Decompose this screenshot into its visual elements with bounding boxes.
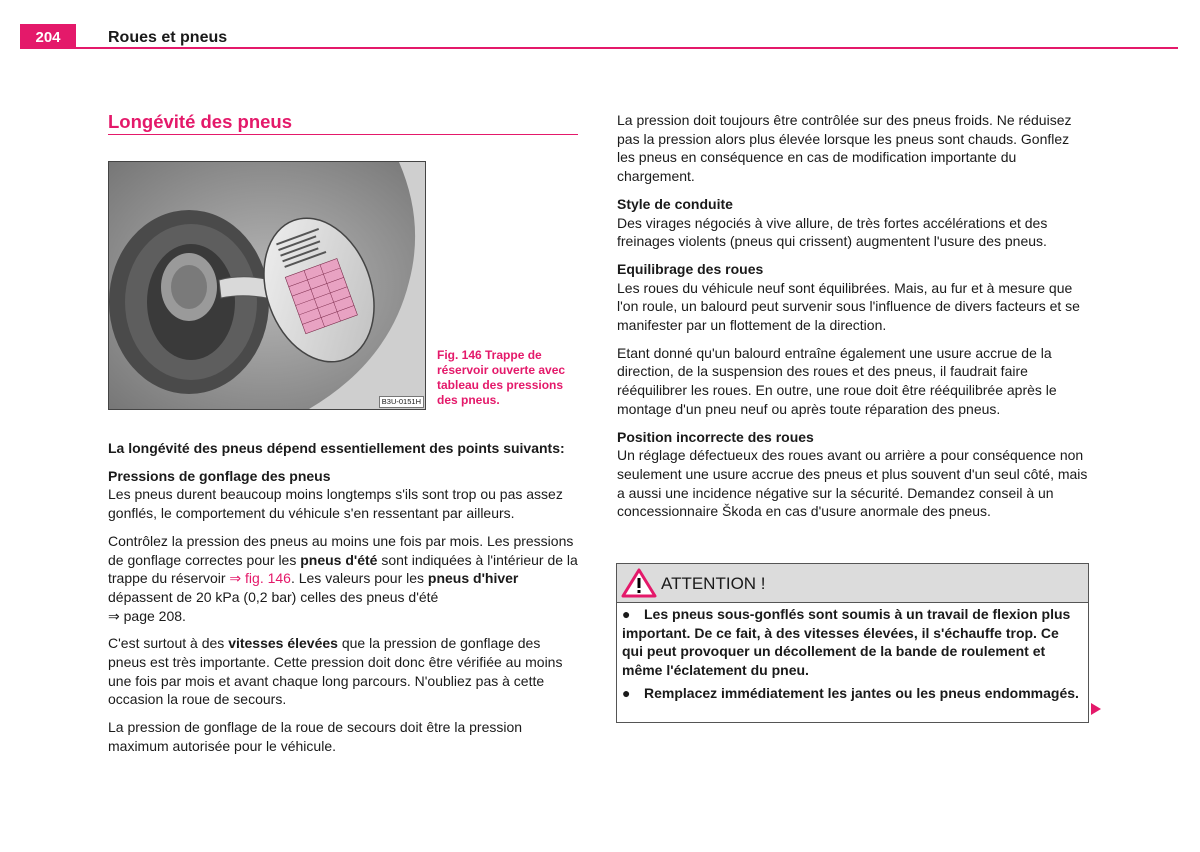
warning-title: ATTENTION ! [661, 574, 766, 593]
paragraph-alignment: Un réglage défectueux des roues avant ou arrière a pour conséquence non seulement une usure accrue des pneus et plus souvent d'un seul côté, mais a aussi une incidence négative sur la sécurité. Demandez conseil à un concessionnaire Škoda en cas d'usure anormale des pneus. [617, 447, 1088, 520]
fuel-flap-figure [108, 161, 426, 410]
warning-triangle-icon [621, 568, 657, 598]
paragraph-pressure-check: Contrôlez la pression des pneus au moins une fois par mois. Les pressions de gonflage correctes pour les pneus d'été sont indiquées à l'intérieur de la trappe du réservoir ⇒ fig. 146. Les valeurs pour les pneus d'hiver dépassent de 20 kPa (0,2 bar) celles des pneus d'été ⇒ page 208. [108, 532, 578, 624]
chapter-title: Roues et pneus [108, 29, 228, 46]
left-column [108, 439, 582, 756]
section-title: Longévité des pneus [108, 111, 293, 132]
right-column [617, 111, 1089, 521]
paragraph-balance: Les roues du véhicule neuf sont équilibrées. Mais, au fur et à mesure que l'on roule, un balourd peut survenir sous l'influence de divers facteurs et se manifester par un flottement de la direction. [617, 279, 1080, 334]
heading-position: Position incorrecte des roues [617, 428, 814, 445]
fig-146-link[interactable]: ⇒ fig. 146 [229, 570, 291, 587]
heading-equilibrage: Equilibrage des roues [617, 260, 764, 277]
section-rule [108, 134, 578, 135]
bullet-icon: ● [622, 684, 631, 701]
continue-arrow-icon[interactable] [1090, 702, 1102, 716]
paragraph-driving-style: Des virages négociés à vive allure, de très fortes accélérations et des freinages violents (pneus qui crissent) augmentent l'usure des pneus. [617, 214, 1048, 250]
warning-item: ● Remplacez immédiatement les jantes ou les pneus endommagés. [622, 684, 1079, 701]
heading-pressions: Pressions de gonflage des pneus [108, 467, 331, 484]
page-number: 204 [20, 24, 76, 49]
warning-header [617, 564, 1088, 603]
paragraph-high-speed: C'est surtout à des vitesses élevées que la pression de gonflage des pneus est très importante. Cette pression doit donc être vérifiée au moins une fois par mois et avant chaque long parcours. N'oubliez pas à cette occasion la roue de secours. [108, 635, 563, 708]
page-208-link[interactable]: ⇒ page 208. [108, 607, 186, 624]
paragraph-spare-wheel: La pression de gonflage de la roue de secours doit être la pression maximum autorisée pour le véhicule. [108, 719, 523, 754]
warning-body [617, 603, 1088, 703]
figure-code: B3U-0151H [379, 396, 424, 408]
bullet-icon: ● [622, 606, 631, 622]
heading-style: Style de conduite [617, 195, 733, 212]
paragraph-rebalance: Etant donné qu'un balourd entraîne également une usure accrue de la direction, de la suspension des roues et des pneus, il faudrait faire rééquilibrer les roues. En outre, une roue doit être rééquilibrée après le montage d'un pneu neuf ou après toute réparation des pneus. [617, 344, 1057, 417]
paragraph: Les pneus durent beaucoup moins longtemps s'ils sont trop ou pas assez gonflés, le comportement du véhicule s'en ressentant par ailleurs. [108, 486, 563, 522]
warning-box [616, 563, 1089, 723]
header-rule [20, 47, 1178, 49]
warning-item: ● Les pneus sous-gonflés sont soumis à un travail de flexion plus important. De ce fait, à des vitesses élevées, il s'échauffe trop. Ce qui peut provoquer un décollement de la bande de roulement et même l'éclatement du pneu. [622, 606, 1071, 679]
paragraph-cold-tyres: La pression doit toujours être contrôlée sur des pneus froids. Ne réduisez pas la pression alors plus élevée lorsque les pneus sont chauds. Gonflez les pneus en conséquence en cas de modification importante du chargement. [617, 112, 1072, 185]
figure-caption: Fig. 146 Trappe de réservoir ouverte avec tableau des pressions des pneus. [437, 348, 566, 407]
lead-paragraph: La longévité des pneus dépend essentiellement des points suivants: [108, 440, 565, 456]
fuel-flap-illustration [109, 162, 425, 409]
